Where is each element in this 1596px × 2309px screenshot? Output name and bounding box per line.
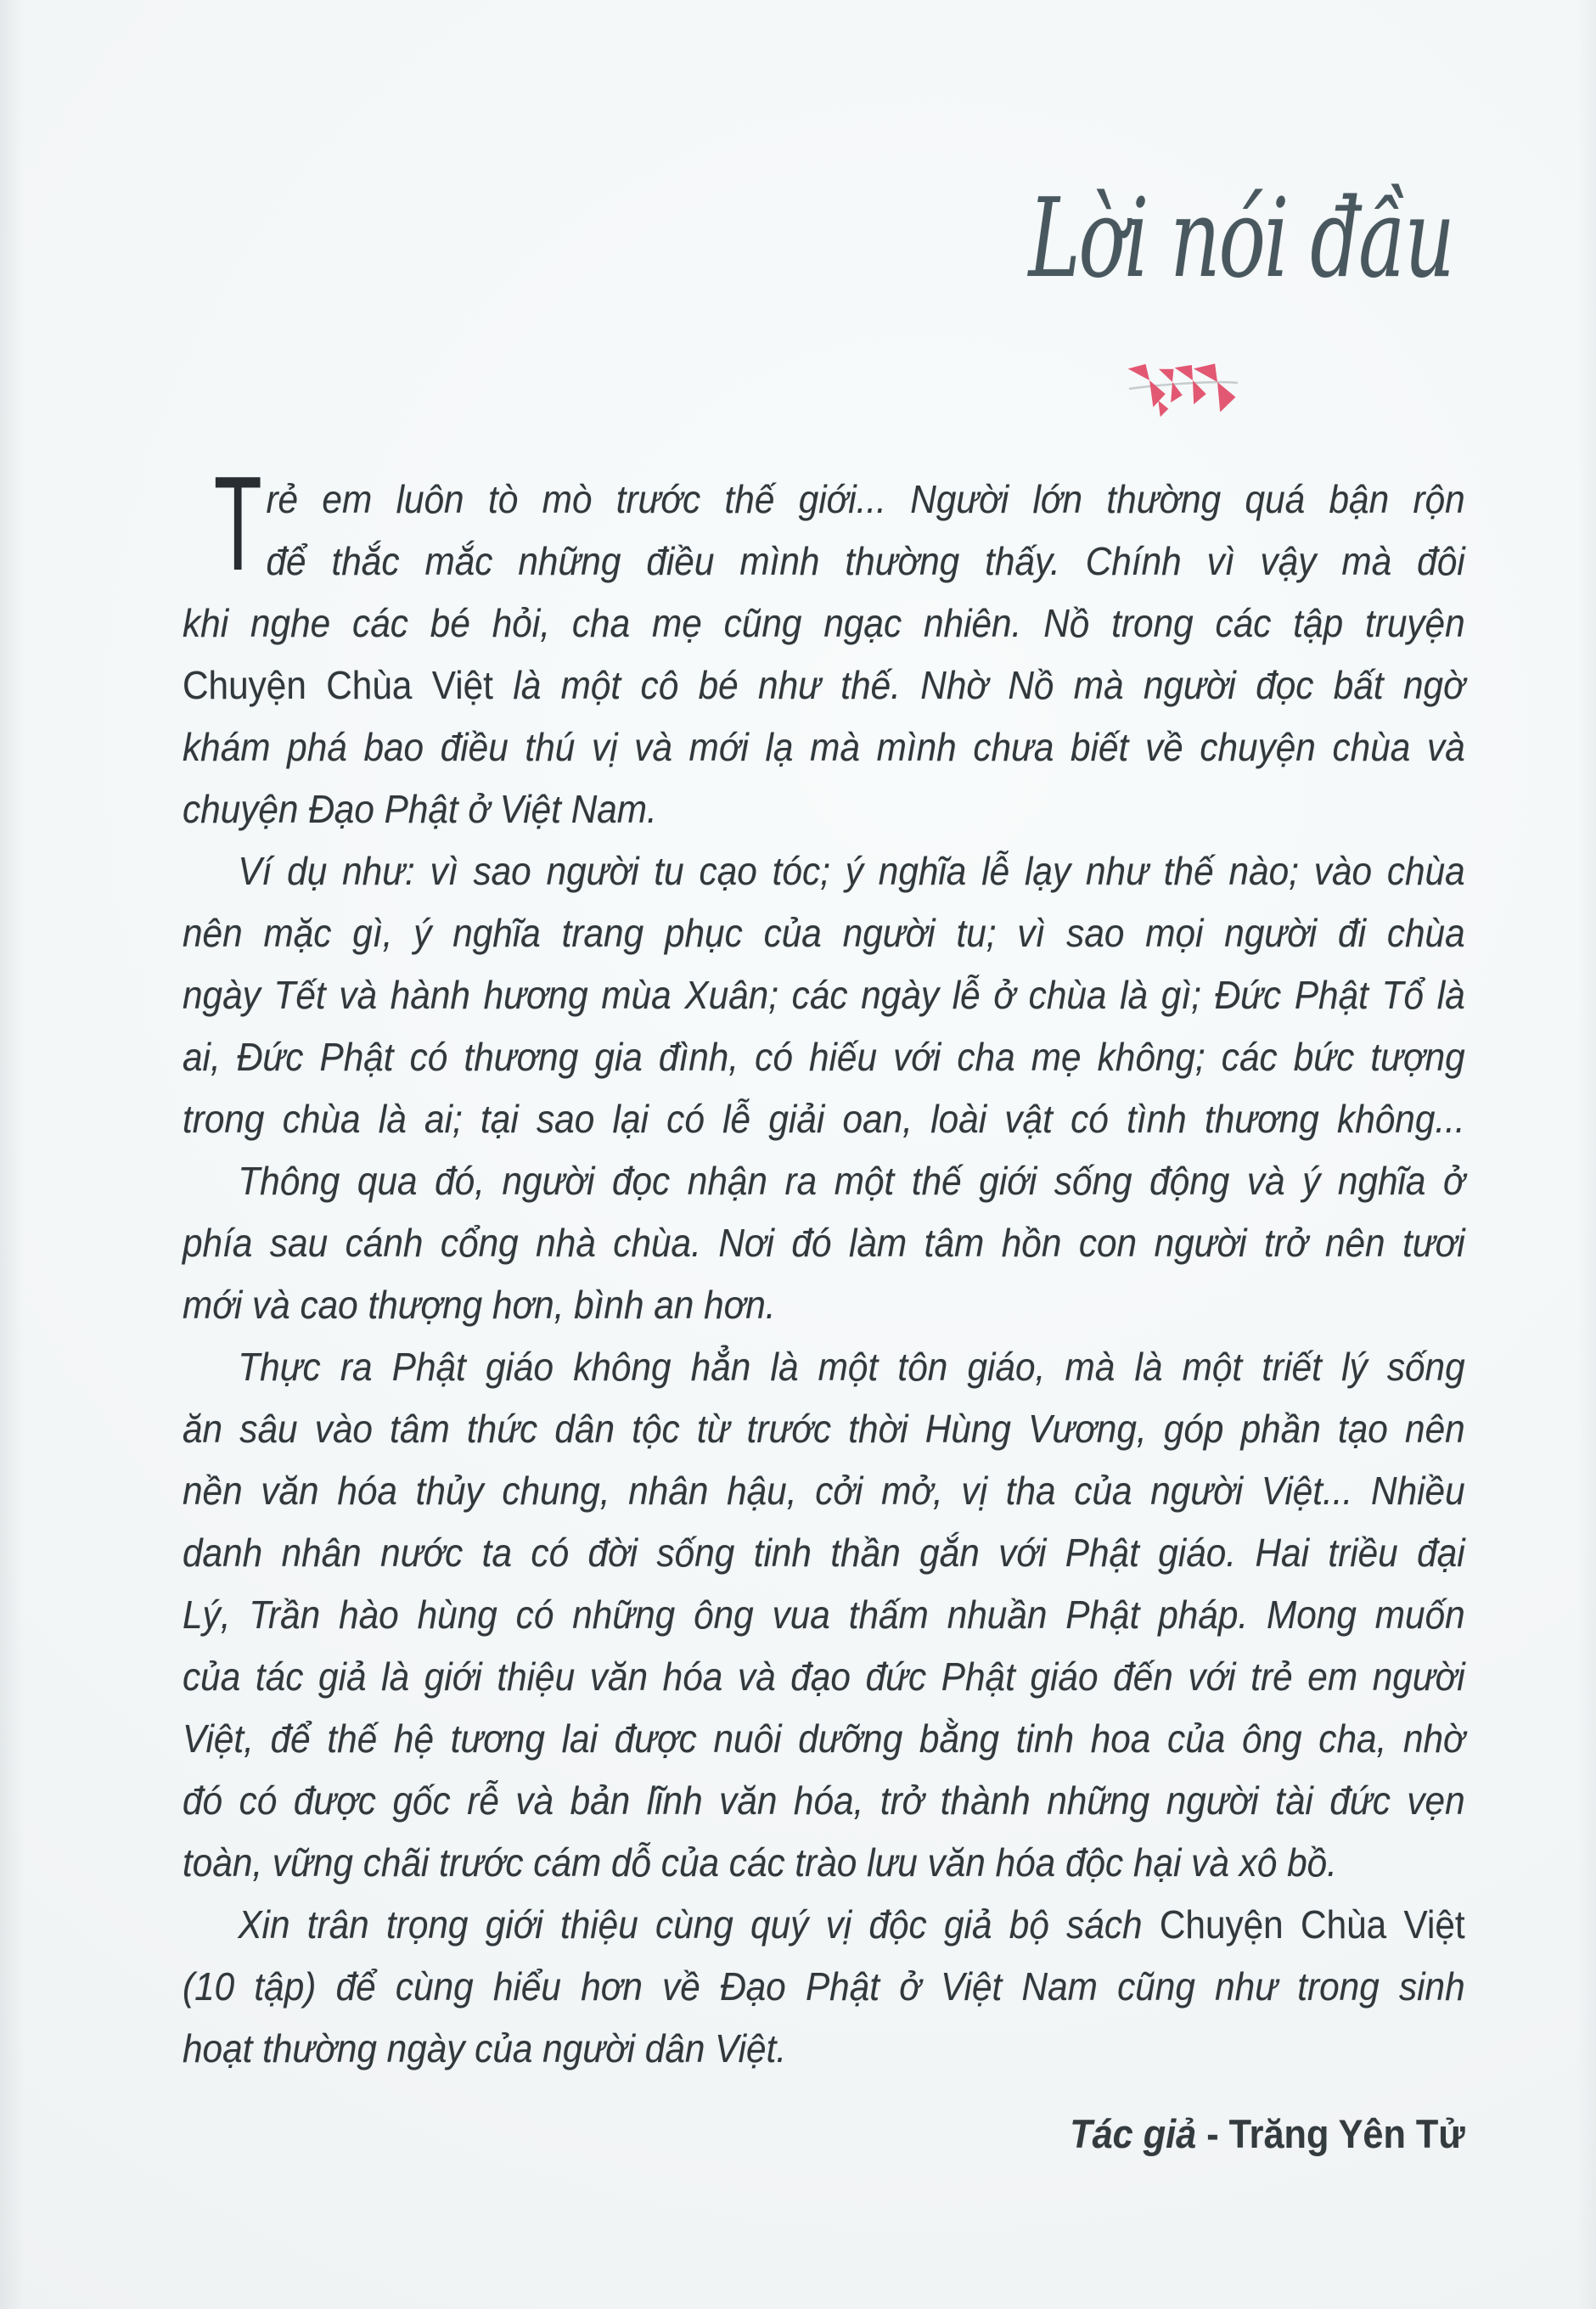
text-line xyxy=(183,1584,1465,1646)
text-segment: Việt, để thế hệ tương lai được nuôi dưỡng bằng tinh hoa của ông cha, nhờ xyxy=(183,1716,1465,1761)
text-segment: để thắc mắc những điều mình thường thấy. Chính vì vậy mà đôi xyxy=(266,539,1465,583)
text-line xyxy=(183,654,1465,716)
text-segment: đó có được gốc rễ và bản lĩnh văn hóa, trở thành những người tài đức vẹn xyxy=(183,1778,1465,1823)
text-line xyxy=(183,902,1465,964)
paragraph xyxy=(183,449,1465,840)
text-line xyxy=(183,778,1465,840)
text-segment: Trăng Yên Tử xyxy=(1228,2111,1465,2156)
text-segment: Tác giả xyxy=(1070,2111,1197,2156)
text-segment: ai, Đức Phật có thương gia đình, có hiếu với cha mẹ không; các bức tượng xyxy=(183,1035,1465,1079)
text-segment: rẻ em luôn tò mò trước thế giới... Người lớn thường quá bận rộn xyxy=(266,477,1465,521)
text-segment: phía sau cánh cổng nhà chùa. Nơi đó làm tâm hồn con người trở nên tươi xyxy=(183,1221,1465,1265)
text-segment: nên mặc gì, ý nghĩa trang phục của người tu; vì sao mọi người đi chùa xyxy=(183,911,1465,955)
text-segment: khám phá bao điều thú vị và mới lạ mà mình chưa biết về chuyện chùa và xyxy=(183,725,1465,769)
text-segment: mới và cao thượng hơn, bình an hơn. xyxy=(183,1283,776,1327)
paragraph xyxy=(183,1336,1465,1894)
text-line xyxy=(183,1708,1465,1770)
text-segment: toàn, vững chãi trước cám dỗ của các trào lưu văn hóa độc hại và xô bồ. xyxy=(183,1840,1337,1885)
text-line xyxy=(183,1336,1465,1398)
text-segment: của tác giả là giới thiệu văn hóa và đạo đức Phật giáo đến với trẻ em người xyxy=(183,1655,1465,1699)
text-line xyxy=(183,1460,1465,1522)
text-line xyxy=(183,1646,1465,1708)
text-line xyxy=(183,1770,1465,1832)
text-line xyxy=(183,1956,1465,2018)
text-segment: nền văn hóa thủy chung, nhân hậu, cởi mở, vị tha của người Việt... Nhiều xyxy=(183,1469,1465,1513)
text-line xyxy=(183,1398,1465,1460)
text-segment: ngày Tết và hành hương mùa Xuân; các ngày lễ ở chùa là gì; Đức Phật Tổ là xyxy=(183,973,1465,1017)
text-line xyxy=(183,1522,1465,1584)
paragraph xyxy=(183,840,1465,1150)
page-title: Lời nói đầu xyxy=(1028,176,1453,302)
text-line xyxy=(183,1274,1465,1336)
text-segment: hoạt thường ngày của người dân Việt. xyxy=(183,2026,787,2070)
text-segment: Chuyện Chùa Việt xyxy=(183,663,493,707)
paragraph xyxy=(183,1894,1465,2080)
text-line xyxy=(183,1150,1465,1212)
text-segment: Chuyện Chùa Việt xyxy=(1159,1902,1465,1947)
text-line xyxy=(183,964,1465,1026)
text-segment: khi nghe các bé hỏi, cha mẹ cũng ngạc nhiên. Nồ trong các tập truyện xyxy=(183,601,1465,645)
text-line xyxy=(183,2018,1465,2080)
text-line xyxy=(183,1026,1465,1088)
text-segment: - xyxy=(1196,2111,1229,2156)
text-segment: là một cô bé như thế. Nhờ Nồ mà người đọc bất ngờ xyxy=(492,663,1465,707)
text-segment: Thực ra Phật giáo không hẳn là một tôn giáo, mà là một triết lý sống xyxy=(238,1345,1465,1389)
body-paragraphs xyxy=(183,449,1465,2080)
text-line xyxy=(183,469,1465,531)
author-signature xyxy=(183,2109,1465,2160)
text-line xyxy=(183,1088,1465,1150)
text-segment: Xin trân trọng giới thiệu cùng quý vị độc giả bộ sách xyxy=(238,1902,1160,1947)
text-segment: Thông qua đó, người đọc nhận ra một thế giới sống động và ý nghĩa ở xyxy=(238,1159,1465,1203)
text-line xyxy=(183,531,1465,593)
floral-ornament-icon xyxy=(1127,355,1239,425)
text-segment: (10 tập) để cùng hiểu hơn về Đạo Phật ở Việt Nam cũng như trong sinh xyxy=(183,1964,1465,2008)
text-line xyxy=(183,716,1465,778)
text-line xyxy=(183,1832,1465,1894)
drop-cap: T xyxy=(213,449,262,598)
text-segment: Lý, Trần hào hùng có những ông vua thấm nhuần Phật pháp. Mong muốn xyxy=(183,1593,1465,1637)
text-segment: chuyện Đạo Phật ở Việt Nam. xyxy=(183,787,657,831)
text-segment: ăn sâu vào tâm thức dân tộc từ trước thời Hùng Vương, góp phần tạo nên xyxy=(183,1407,1465,1451)
text-segment: trong chùa là ai; tại sao lại có lễ giải oan, loài vật có tình thương không... xyxy=(183,1097,1465,1141)
text-line xyxy=(183,1212,1465,1274)
text-segment: Ví dụ như: vì sao người tu cạo tóc; ý nghĩa lễ lạy như thế nào; vào chùa xyxy=(238,849,1465,893)
text-line xyxy=(183,840,1465,902)
body-text-block xyxy=(183,449,1465,2160)
paragraph xyxy=(183,1150,1465,1336)
text-segment: danh nhân nước ta có đời sống tinh thần gắn với Phật giáo. Hai triều đại xyxy=(183,1531,1465,1575)
text-line xyxy=(183,593,1465,654)
text-line xyxy=(183,1894,1465,1956)
